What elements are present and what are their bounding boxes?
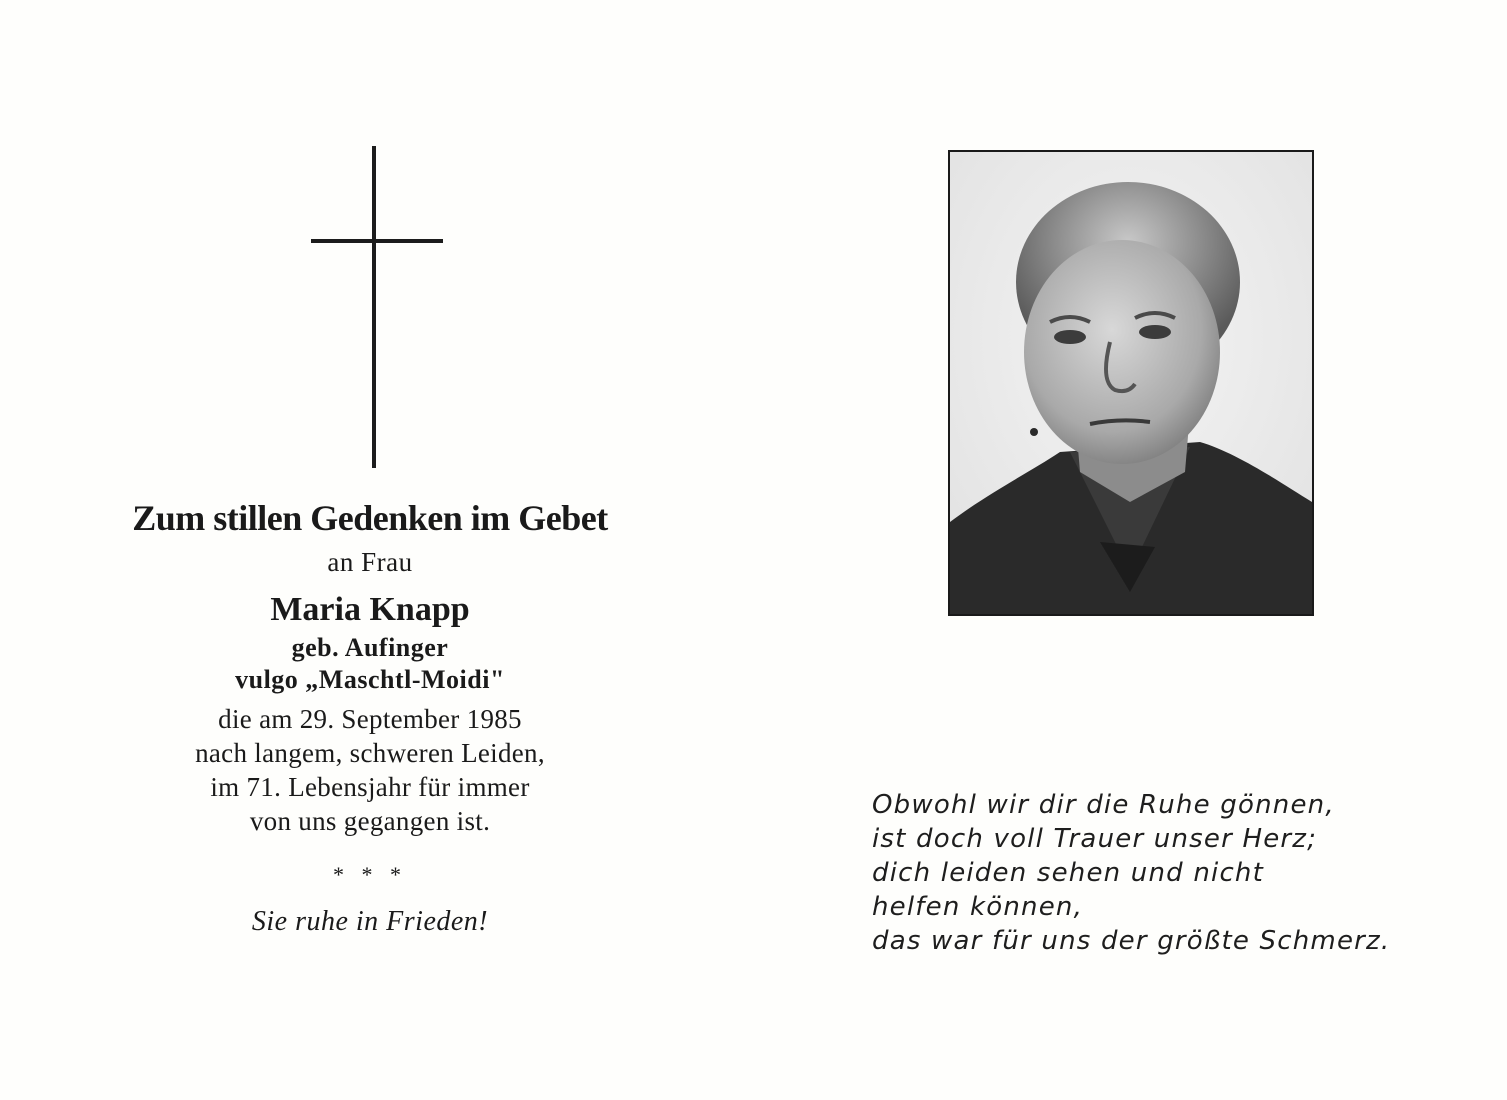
- deceased-name: Maria Knapp: [270, 591, 470, 628]
- separator: * * *: [333, 862, 407, 887]
- nickname: vulgo „Maschtl-Moidi": [235, 665, 505, 694]
- poem-line: helfen können,: [872, 892, 1084, 922]
- portrait-photo: [948, 150, 1314, 616]
- closing-blessing: Sie ruhe in Frieden!: [251, 906, 489, 937]
- maiden-name: geb. Aufinger: [291, 633, 449, 662]
- poem-line: Obwohl wir dir die Ruhe gönnen,: [872, 790, 1335, 820]
- body-line: im 71. Lebensjahr für immer: [210, 772, 530, 802]
- poem: [872, 788, 1412, 958]
- body-line: von uns gegangen ist.: [249, 806, 491, 836]
- poem-line: das war für uns der größte Schmerz.: [872, 926, 1391, 956]
- death-notice-text: [110, 702, 630, 838]
- cross-horizontal-bar: [311, 239, 443, 243]
- body-line: die am 29. September 1985: [218, 704, 522, 734]
- body-line: nach langem, schweren Leiden,: [195, 738, 545, 768]
- salutation: an Frau: [327, 547, 413, 577]
- memorial-text: [110, 492, 630, 940]
- card-heading: Zum stillen Gedenken im Gebet: [132, 498, 608, 538]
- poem-line: ist doch voll Trauer unser Herz;: [872, 824, 1318, 854]
- portrait-image: [950, 152, 1312, 614]
- poem-line: dich leiden sehen und nicht: [872, 858, 1265, 888]
- cross-vertical-bar: [372, 146, 376, 468]
